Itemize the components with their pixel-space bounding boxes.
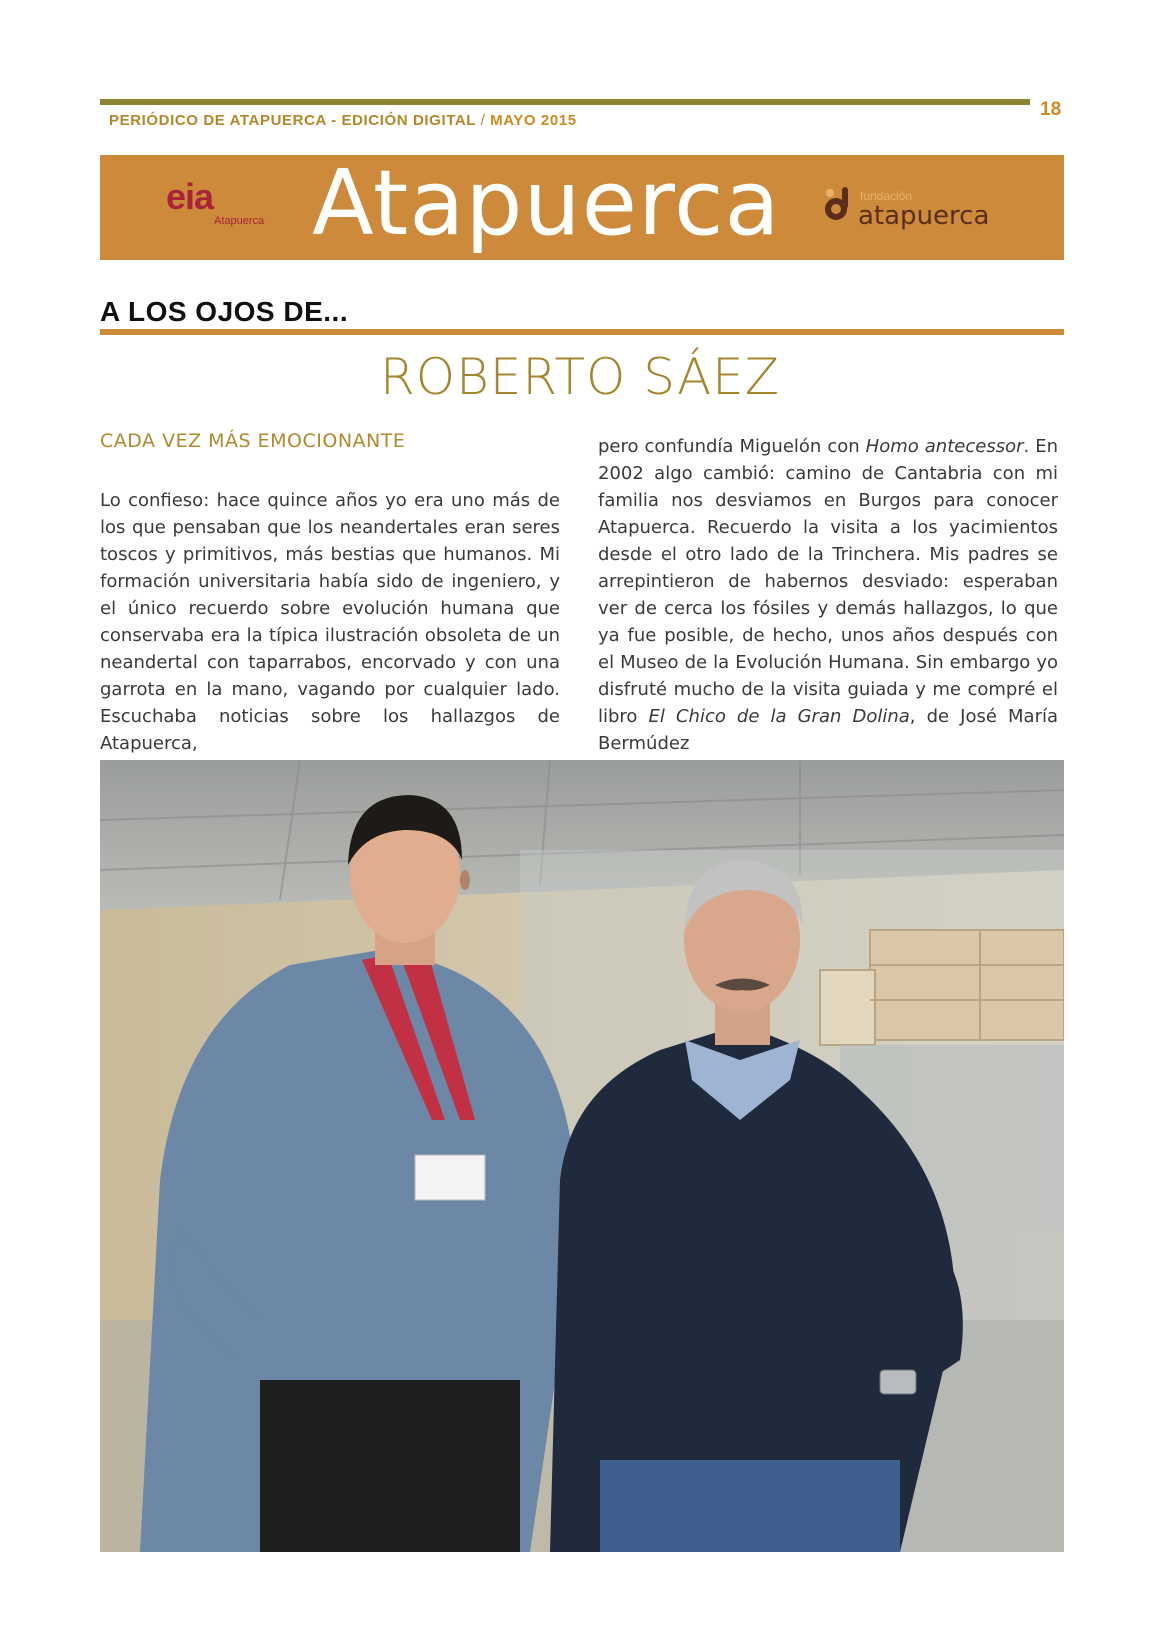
header-separator: / (480, 112, 486, 129)
fundacion-logo-big: atapuerca (858, 201, 990, 231)
article-photo (100, 760, 1064, 1552)
masthead-banner (100, 151, 1064, 260)
eia-logo (166, 176, 276, 227)
header-rule (100, 99, 1030, 105)
italic-book-title: El Chico de la Gran Dolina (648, 706, 910, 727)
section-title: A LOS OJOS DE... (100, 296, 349, 327)
article-paragraph: Lo confieso: hace quince años yo era uno más de los que pensaban que los neandertales eran seres toscos y primitivos, más bestias que humanos. Mi formación universitaria había sido de ingeniero, y el único recuerdo sobre evolución humana que conservaba era la típica ilustración obsoleta de un neandertal con taparrabos, encorvado y con una garrota en la mano, vagando por cualquier lado. Escuchaba noticias sobre los hallazgos de Atapuerca, (100, 490, 560, 754)
fundacion-logo-icon (820, 185, 854, 225)
fundacion-logo-small: fundación (860, 189, 913, 203)
italic-species-name: Homo antecessor (865, 436, 1024, 457)
page-number: 18 (1040, 99, 1062, 120)
issue-date: MAYO 2015 (490, 112, 577, 129)
text-run: pero confundía Miguelón con (598, 436, 866, 457)
two-men-photo-icon (100, 760, 1064, 1552)
article-paragraph-continued (598, 433, 1058, 757)
masthead-title: Atapuerca (312, 151, 781, 256)
article-column-left (100, 428, 560, 757)
fundacion-atapuerca-logo (820, 177, 1000, 237)
text-run: . En 2002 algo cambió: camino de Cantabria con mi familia nos desviamos en Burgos para conocer Atapuerca. Recuerdo la visita a los yacimientos desde el otro lado de la Trinchera. Mis padres se arrepintieron de habernos desviado: esperaban ver de cerca los fósiles y demás hallazgos, lo que ya fue posible, de hecho, unos años después con el Museo de la Evolución Humana. Sin embargo yo disfruté mucho de la visita guiada y me compré el libro (598, 436, 1059, 727)
article-subtitle: CADA VEZ MÁS EMOCIONANTE (100, 430, 406, 452)
publication-name: PERIÓDICO DE ATAPUERCA - EDICIÓN DIGITAL (109, 112, 476, 129)
article-author: ROBERTO SÁEZ (379, 348, 781, 406)
section-rule (100, 329, 1064, 335)
text-run: , de José María Bermúdez (598, 706, 1059, 754)
eia-logo-mark: eia (166, 176, 214, 217)
eia-logo-caption: Atapuerca (214, 215, 265, 227)
article-column-right (598, 433, 1058, 757)
running-header (109, 112, 577, 129)
